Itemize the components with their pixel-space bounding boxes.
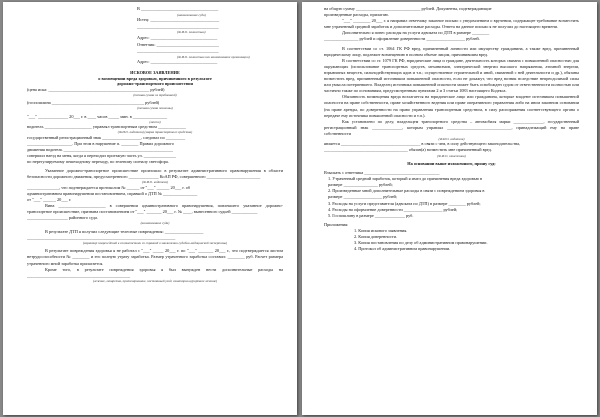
document-page-right (302, 2, 597, 415)
paragraph: В результате ДТП я получил следующие телесные повреждения: __________________ (45, 228, 204, 234)
text-line: совершил наезд на меня, когда я переходил проезжую часть ул. _______________ (27, 153, 177, 158)
paragraph: В результате повреждения здоровья я не работал с "___" _____ 20___ г. по "___" _______ 20___ г., что подтверждается листом нетрудоспособности № ________ и его полную утрату заработка. Размер утраченного заработка составил: ________ руб. Расчет размера утраченного мной заработка прилагается. (27, 248, 283, 266)
field-hint: (точная сумма из требований) (133, 92, 177, 97)
addressee-line: Истец: ________________________________ (137, 17, 220, 23)
request-item: 5. Госпошлину в размере ______________ руб. (328, 212, 414, 218)
request-item: 4. Расходы на оформление доверенности __________________ рублей; (328, 206, 458, 212)
text-line: Взыскать с ответчика ___________________________________ (324, 170, 440, 176)
text-line: является _____________________________________ в связи с чем, в силу действующего законодательства, (324, 141, 521, 147)
text-line: (цена иска: _______________________________________________ рублей) (27, 86, 165, 92)
paragraph: Указанное дорожно-транспортное происшествие произошло в результате административного правонарушения в области безопасности дорожного движения, предусмотренного ______________ КоАП РФ, совершенного _________________________ (27, 168, 283, 180)
addressee-line: ______________________________________ (137, 23, 219, 29)
text-line: _____________________________________________________________________ (27, 234, 176, 240)
claim-body (27, 87, 283, 284)
text-line: _____________________. При этом в нарушение п. ________ Правил дорожного (27, 140, 174, 146)
text-line: от "___" ______ 20___ г. (27, 196, 72, 202)
text-line: административном правонарушении постановлением, справкой о ДТП № ________________ (27, 190, 198, 196)
appendix-list (324, 228, 579, 252)
title-heading: ИСКОВОЕ ЗАЯВЛЕНИЕ (130, 69, 180, 75)
paragraph: В соответствии со ст. 1079 ГК РФ, юридические лица и граждане, деятельность которых связана с повышенной опасностью для окружающих (использование транспортных средств, механизмов, электрической энергии высокого напряжения, атомной энергии, взрывчатых веществ, сильнодействующих ядов и т.п.; осуществление строительной и иной, связанной с ней деятельности и др.), обязаны возместить вред, причиненный источником повышенной опасности, если не докажут, что вред возник вследствие непреодолимой силы или умысла потерпевшего. Владелец источника повышенной опасности может быть освобожден судом от ответственности полностью или частично также по основаниям, предусмотренным пунктами 2 и 3 статьи 1083 настоящего Кодекса. (324, 57, 579, 94)
addressee-block (137, 6, 283, 66)
addressee-line: ______________________________________ (137, 48, 219, 54)
request-item: размере ________________ рублей; (328, 182, 393, 188)
text-line: _______________________________________ обязан(а) возместить мне причиненный вред. (324, 147, 492, 153)
text-line: водитель ______________________ управлял транспортным средством _____________ (27, 124, 186, 130)
appendix-item: 4. Протокол об административном правонарушении. (354, 246, 451, 252)
text-line: (госпошлина ___________________________________________ рублей) (27, 100, 160, 106)
appendix-title: Приложения: (324, 221, 349, 227)
document-title (27, 70, 283, 87)
text-line: по нерегулируемому пешеходному переходу, по зеленому сигналу светофора. (27, 159, 169, 165)
appendix-item: 3. Копия постановления по делу об административном правонарушении. (354, 240, 488, 246)
field-hint: (Ф.И.О. полностью или наименование организации) (177, 54, 250, 59)
text-line: ________________ рублей и оформление доверенности __________________ рублей. (324, 36, 480, 42)
paragraph: Вина ______________________ в совершении административного правонарушения, повлекшего указанное дорожно-транспортное происшествие, признана постановлением от "___" _______ 20___ г. № ____, вынесенного судьей ____________ (27, 203, 283, 215)
request-item: 1. Утраченный средний заработок, который я имел до причинения вреда здоровью в (328, 176, 483, 182)
title-subheading: дорожно-транспортного происшествия (117, 81, 193, 87)
field-hint: (Ф.И.О. водителя) (марка транспортного средства) (117, 130, 193, 135)
paragraph: В соответствии со ст. 1064 ГК РФ вред, причиненный личности или имуществу гражданина, а также вред, причиненный юридическому лицу, подлежит возмещению в полном объеме лицом, причинившим вред. (324, 45, 579, 57)
field-hint: (Ф.И.О. водителя) (142, 180, 168, 185)
text-line: государственный регистрационный знак __________________, следовал по _________ (27, 134, 186, 140)
field-hint: (наименование суда) (140, 221, 170, 226)
addressee-line: Адрес: _______________________________ (137, 59, 218, 65)
field-hint: (характер повреждений в соответствии со справкой о заключении судебно-медицинской экспертизы) (82, 240, 228, 245)
text-line: движения водитель ___________________________________________________ (27, 146, 174, 152)
paragraph: Как установлено по делу, владельцем транспортного средства – автомобиля марки ______________, государственный регистрационный знак ______________, которым управлял ______________________________, принадлежащий ему на праве собственности (324, 118, 579, 136)
document-page-left (3, 2, 297, 415)
field-hint: (наименование суда) (177, 12, 206, 17)
addressee-line: Адрес: _______________________________ (137, 34, 218, 40)
field-hint: (лечение, лекарства, протезирование, постоянный уход, санаторно-курортное лечение) (92, 278, 218, 283)
addressee-line: Ответчик: _____________________________ (137, 41, 219, 47)
field-hint: (Ф.И.О. водителя) (438, 136, 465, 141)
text-line: произведенные расходы, прилагаю. (324, 12, 389, 18)
appendix-item: 1. Копия искового заявления. (354, 227, 408, 233)
paragraph: Кроме того, в результате повреждения здоровья я был вынужден нести дополнительные расходы на ________________________________________________ (27, 266, 283, 278)
title-subheading: о возмещении вреда здоровью, причиненного в результате (98, 75, 212, 81)
request-item: 2. Произведенные мной дополнительные расходы в связи с повреждением здоровья в (328, 188, 485, 194)
claim-body-continued (324, 6, 579, 176)
paragraph: "___" ________ 20___ г. я направил ответчику заказное письмо с уведомлением о вручении, содержащее требование возместить мне утраченный средний заработок и дополнительные расходы. Ответа на данное письмо я не получил до настоящего времени. (324, 18, 579, 30)
request-item: 3. Расходы на услуги представителя (адвоката по ДТП) в размере ________ рублей; (328, 200, 481, 206)
request-item: размере __________________ рублей; (328, 194, 398, 200)
text-line: _______________, что подтверждается протоколом № ______ от "___" ______ 20___ г. об (27, 184, 191, 190)
field-hint: (точная сумма пошлины) (137, 106, 173, 111)
paragraph: Обязанность возмещения вреда возлагается на юридическое лицо или гражданина, которые владеют источником повышенной опасности на праве собственности, праве хозяйственного ведения или праве оперативного управления либо на ином законном основании (на праве аренды, по доверенности на право управления транспортным средством, в силу распоряжения соответствующего органа о передаче ему источника повышенной опасности и т.п.). (324, 94, 579, 118)
text-line: ___________________ районного суда. (27, 215, 98, 221)
field-hint: (Ф.И.О. полностью) (177, 30, 206, 35)
claim-requests (324, 176, 579, 219)
paragraph: Дополнительно я понес расходы на услуги адвоката по ДТП в размере ________ (342, 30, 490, 36)
field-hint: (место) (149, 119, 161, 124)
text-line: на общую сумму ______________________________ рублей. Документы, подтверждающие (324, 6, 492, 11)
addressee-line: В ____________________________________ (137, 6, 219, 11)
field-hint: (Ф.И.О. ответчика) (437, 153, 466, 158)
appendix-item: 2. Копия доверенности. (354, 234, 398, 239)
text-line: "___" ______________ 20___ г. в ____ часов _____ мин. в ________________ (27, 113, 168, 119)
section-heading: На основании выше изложенного, прошу суд: (407, 160, 496, 166)
